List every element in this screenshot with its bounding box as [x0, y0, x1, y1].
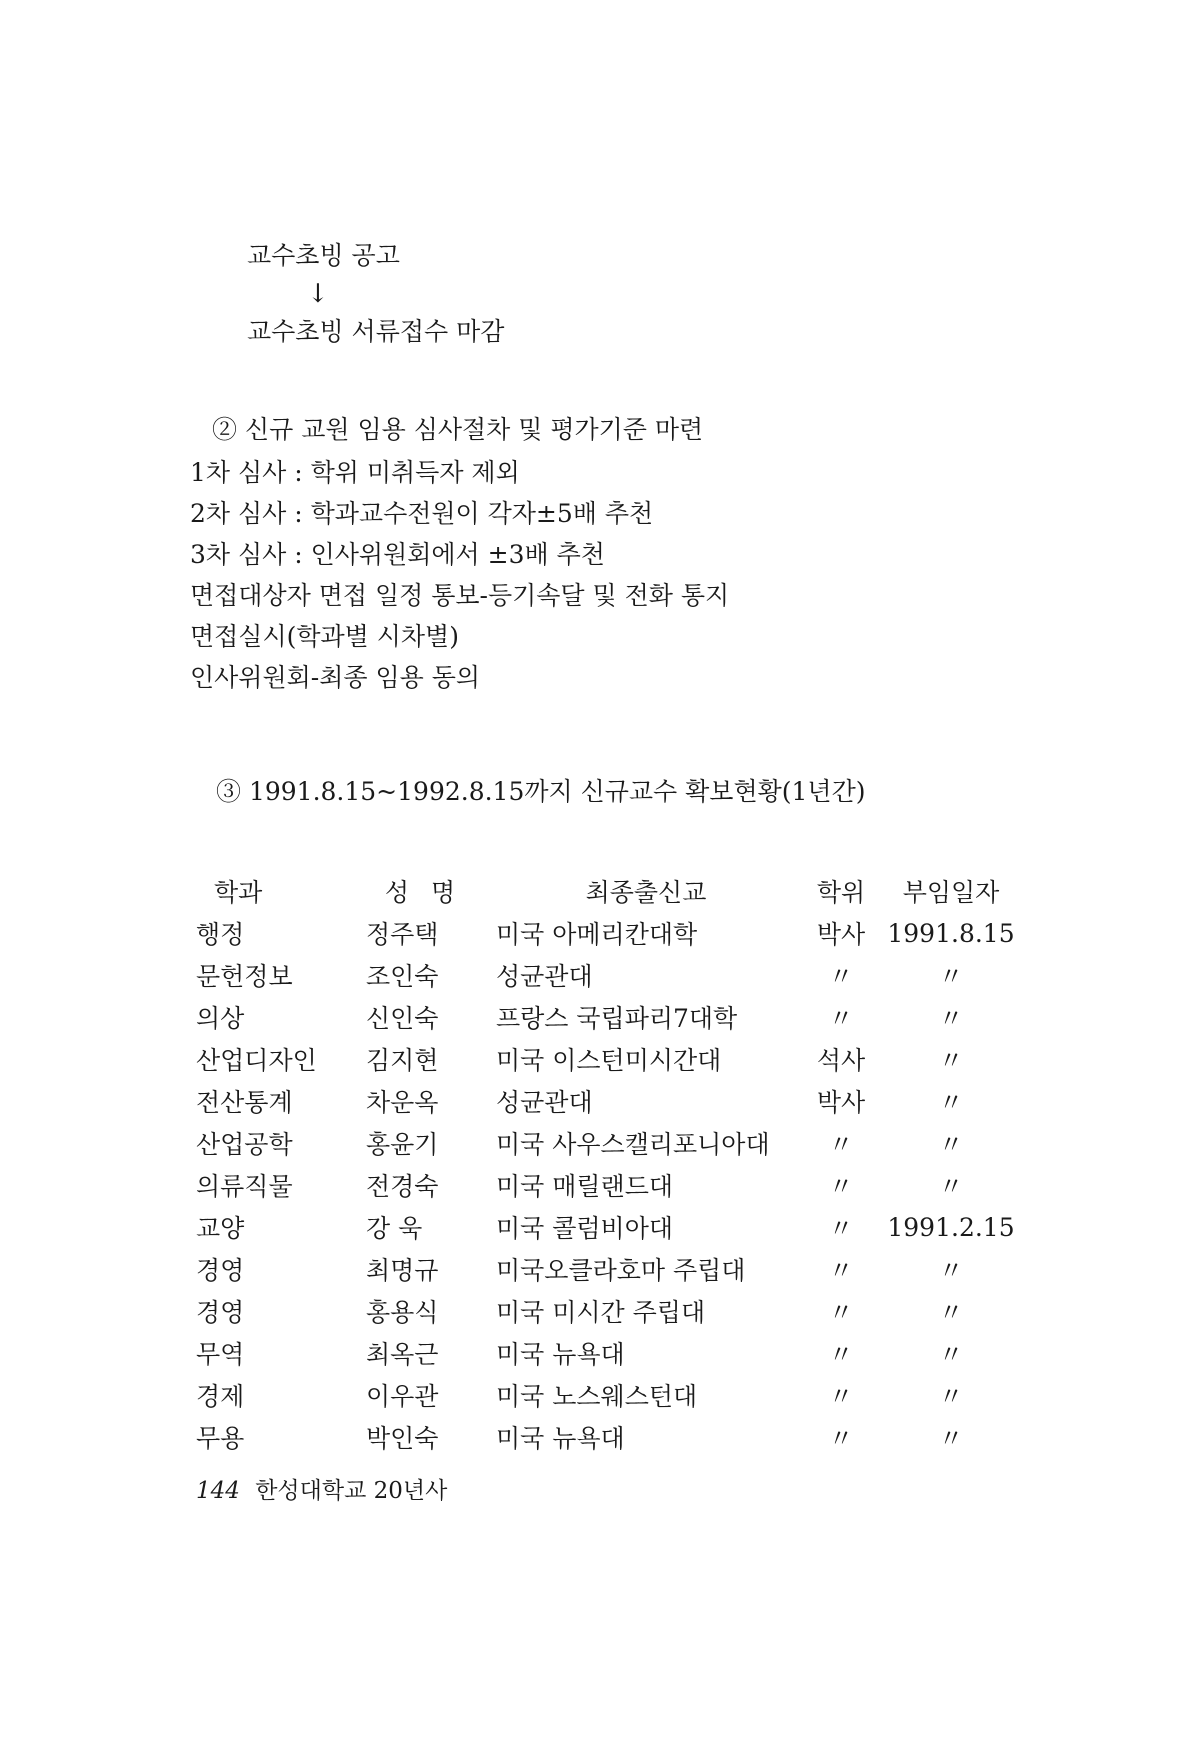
cell-name: 강 욱: [366, 1214, 423, 1243]
table-row: [196, 1332, 1016, 1374]
recruitment-flow: [247, 238, 504, 350]
cell-school: 미국 노스웨스턴대: [496, 1382, 698, 1411]
cell-degree: 〃: [828, 1256, 854, 1285]
cell-date: 〃: [938, 1298, 964, 1327]
cell-name: 신인숙: [366, 1004, 439, 1033]
cell-name: 차운옥: [366, 1088, 439, 1117]
cell-date: 〃: [938, 1088, 964, 1117]
cell-name: 이우관: [366, 1382, 439, 1411]
cell-degree: 〃: [828, 1382, 854, 1411]
cell-name: 홍용식: [366, 1298, 439, 1327]
cell-degree: 〃: [828, 1298, 854, 1327]
cell-date: 1991.2.15: [887, 1212, 1015, 1242]
procedure-line: 1차 심사 : 학위 미취득자 제외: [190, 458, 520, 487]
cell-degree: 박사: [816, 920, 866, 949]
cell-school: 미국 매릴랜드대: [496, 1172, 673, 1201]
cell-name: 박인숙: [366, 1424, 439, 1453]
cell-degree: 〃: [828, 1172, 854, 1201]
column-header-name: 성명: [384, 878, 478, 907]
cell-dept: 전산통계: [196, 1088, 293, 1117]
new-faculty-table: [196, 870, 1016, 1458]
cell-dept: 무역: [196, 1340, 245, 1369]
cell-school: 미국 이스턴미시간대: [496, 1046, 722, 1075]
cell-date: 〃: [938, 1256, 964, 1285]
flow-step-announcement: 교수초빙 공고: [247, 241, 400, 270]
procedure-line: 면접대상자 면접 일정 통보-등기속달 및 전화 통지: [190, 581, 730, 610]
table-row: [196, 1374, 1016, 1416]
cell-degree: 박사: [816, 1088, 866, 1117]
table-row: [196, 1248, 1016, 1290]
cell-date: 〃: [938, 1340, 964, 1369]
flow-step-deadline: 교수초빙 서류접수 마감: [247, 317, 505, 346]
cell-date: 〃: [938, 1424, 964, 1453]
section-heading: ③ 1991.8.15~1992.8.15까지 신규교수 확보현황(1년간): [216, 777, 866, 806]
table-row: [196, 996, 1016, 1038]
cell-dept: 문헌정보: [196, 962, 293, 991]
cell-degree: 〃: [828, 1130, 854, 1159]
cell-date: 〃: [938, 1130, 964, 1159]
cell-degree: 석사: [816, 1046, 866, 1075]
table-row: [196, 912, 1016, 954]
cell-dept: 경제: [196, 1382, 245, 1411]
cell-name: 전경숙: [366, 1172, 439, 1201]
table-row: [196, 1080, 1016, 1122]
cell-name: 정주택: [366, 920, 439, 949]
cell-date: 〃: [938, 1172, 964, 1201]
cell-dept: 경영: [196, 1298, 245, 1327]
table-body: [196, 912, 1016, 1458]
cell-date: 1991.8.15: [887, 918, 1015, 948]
table-row: [196, 1290, 1016, 1332]
cell-school: 성균관대: [496, 1088, 593, 1117]
cell-school: 미국 뉴욕대: [496, 1340, 625, 1369]
cell-dept: 의상: [196, 1004, 245, 1033]
screening-procedure-section: [190, 408, 729, 698]
cell-date: 〃: [938, 1046, 964, 1075]
procedure-line: 3차 심사 : 인사위원회에서 ±3배 추천: [190, 540, 605, 569]
procedure-line: 인사위원회-최종 임용 동의: [190, 663, 480, 692]
cell-date: 〃: [938, 1004, 964, 1033]
cell-school: 성균관대: [496, 962, 593, 991]
cell-degree: 〃: [828, 1004, 854, 1033]
cell-name: 김지현: [366, 1046, 439, 1075]
page-footer: [196, 1472, 447, 1505]
column-header-dept: 학과: [214, 878, 263, 907]
procedure-line: 2차 심사 : 학과교수전원이 각자±5배 추천: [190, 499, 654, 528]
cell-dept: 행정: [196, 920, 245, 949]
table-row: [196, 1206, 1016, 1248]
table-row: [196, 954, 1016, 996]
cell-school: 프랑스 국립파리7대학: [496, 1004, 738, 1033]
table-row: [196, 1122, 1016, 1164]
cell-dept: 무용: [196, 1424, 245, 1453]
cell-date: 〃: [938, 962, 964, 991]
cell-school: 미국 뉴욕대: [496, 1424, 625, 1453]
cell-school: 미국 콜럼비아대: [496, 1214, 673, 1243]
cell-degree: 〃: [828, 1424, 854, 1453]
table-row: [196, 1164, 1016, 1206]
cell-date: 〃: [938, 1382, 964, 1411]
cell-dept: 산업디자인: [196, 1046, 317, 1075]
cell-school: 미국오클라호마 주립대: [496, 1256, 746, 1285]
procedure-line: 면접실시(학과별 시차별): [190, 622, 459, 651]
cell-dept: 경영: [196, 1256, 245, 1285]
column-header-school: 최종출신교: [585, 878, 707, 907]
column-header-date: 부임일자: [902, 878, 1000, 907]
cell-name: 조인숙: [366, 962, 439, 991]
cell-degree: 〃: [828, 1340, 854, 1369]
cell-name: 홍윤기: [366, 1130, 439, 1159]
cell-name: 최옥근: [366, 1340, 439, 1369]
section-heading: ② 신규 교원 임용 심사절차 및 평가기준 마련: [212, 415, 704, 444]
column-header-degree: 학위: [816, 878, 866, 907]
book-title: 한성대학교 20년사: [255, 1478, 448, 1504]
cell-school: 미국 아메리칸대학: [496, 920, 698, 949]
table-row: [196, 1038, 1016, 1080]
down-arrow-icon: ↓: [307, 279, 329, 309]
cell-dept: 교양: [196, 1214, 245, 1243]
cell-degree: 〃: [828, 1214, 854, 1243]
table-row: [196, 1416, 1016, 1458]
cell-name: 최명규: [366, 1256, 439, 1285]
page-number: 144: [196, 1478, 240, 1504]
cell-dept: 산업공학: [196, 1130, 293, 1159]
cell-degree: 〃: [828, 962, 854, 991]
cell-school: 미국 사우스캘리포니아대: [496, 1130, 770, 1159]
cell-school: 미국 미시간 주립대: [496, 1298, 706, 1327]
cell-dept: 의류직물: [196, 1172, 293, 1201]
table-header-row: [196, 870, 1016, 912]
